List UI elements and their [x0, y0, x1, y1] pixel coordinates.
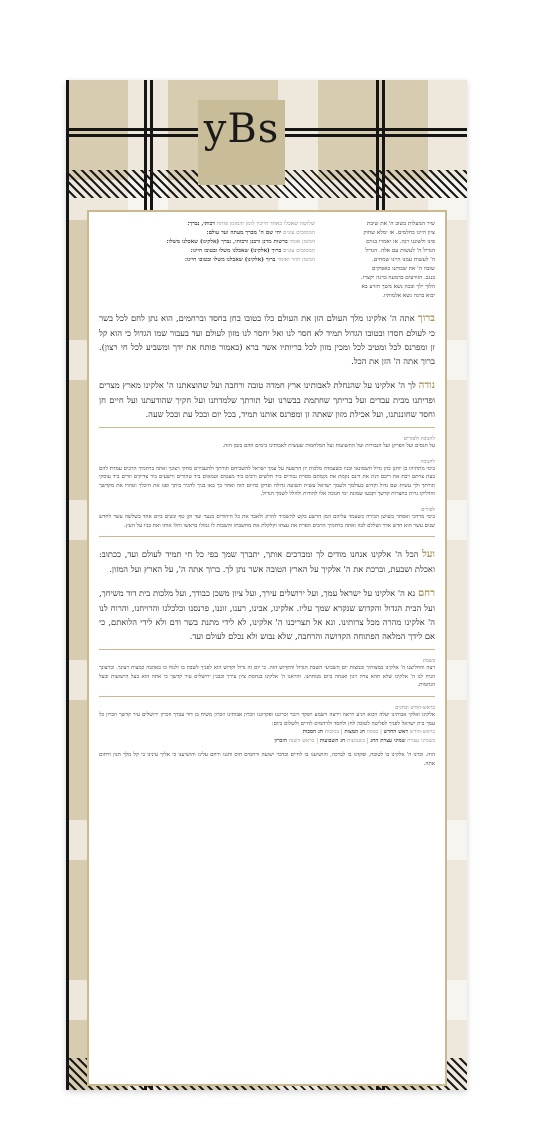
blessing-haaretz: נודה לך ה' אלקינו על שהנחלת לאבותינו ארץ חמדה טובה ורחבה ועל שהוצאתנו ה' אלקינו מארץ מצרים ופדיתנו מבית עבדים ועל בריתך שחתמת בבשרנו ועל תורתך שלמדתנו ועל חקיך שהודעתנו ועל חיים חן וחסד שחוננתנו, ועל אכילת מזון שאתה זן ומפרנס אותנו תמיד, בכל יום ובכל עת ובכל שעה.: [99, 380, 435, 419]
text-line: הלוך ילך ובכה נשא משך הזרע בא: [361, 284, 435, 290]
monogram-box: [198, 100, 285, 185]
divider: [99, 696, 435, 697]
divider: [99, 427, 435, 428]
plaid-stripe: [66, 80, 69, 1090]
divider: [99, 649, 435, 650]
text-line: שיר המעלות בשוב ה' את שיבת: [366, 221, 435, 227]
blessing-veal-hakol: ועל הכל ה' אלקינו אנחנו מודים לך ומברכים אותך, יתברך שמך בפי כל חי תמיד לעולם ועד, ככתוב: ואכלת ושבעת, וברכת את ה' אלקיך על הארץ הטובה אשר נתן לך. ברוך אתה ה', על הארץ ועל המזון.: [99, 549, 435, 575]
opening-section: [99, 220, 435, 301]
blessing-rachem: רחם נא ה' אלקינו על ישראל עמך, ועל ירושלים עירך, ועל ציון משכן כבודך, ועל מלכות בית דוד משיחך, ועל הבית הגדול והקדוש שנקרא שמך עליו. אלקינו, אבינו, רענו, זוננו, פרנסנו וכלכלנו והרויחנו, והרוח לנו ה' אלקינו מהרה מכל צרותינו. ונא אל תצריכנו ה' אלקינו, לא לידי מתנת בשר ודם ולא לידי הלואתם, כי אם לידך המלאה הפתוחה הקדושה והרחבה, שלא נבוש ולא נכלם לעולם ועד.: [99, 588, 436, 642]
plaid-card: [66, 80, 467, 1090]
holiday-list: [99, 728, 435, 746]
zimun-line: המסובים עונים ברוך (אלקינו) שאכלנו משלו ובטובו חיינו:: [190, 248, 315, 254]
text-line: ה' לעשות עמנו היינו שמחים.: [372, 257, 435, 263]
monogram: yBs: [203, 106, 280, 152]
note-label: בשבת: [422, 658, 435, 665]
retzeh-text: רצה והחליצנו ה' אלקינו במצותיך ובמצות יום השביעי השבת הגדול והקדוש הזה. כי יום זה גדול וקדוש הוא לפניך לשבת בו ולנוח בו באהבה כמצות רצונך. וברצונך הניח לנו ה' אלקינו שלא תהא צרה ויגון ואנחה ביום מנוחתנו. והראנו ה' אלקינו בנחמת ציון עירך ובבנין ירושלים עיר קדשך כי אתה הוא בעל הישועות ובעל הנחמות.: [99, 665, 435, 689]
zimun-line: שלושה שאכלו כאחד חייבין לזמן והמזמן פותח רבותי, נברך:: [187, 221, 315, 227]
text-line: ציון היינו כחלמים. אז ימלא שחוק: [363, 230, 435, 236]
chanukah-text: בימי מתתיהו בן יוחנן כהן גדול חשמונאי ובניו כשעמדה מלכות יון הרשעה על עמך ישראל להשכיחם תורתך ולהעבירם מחקי רצונך ואתה ברחמיך הרבים עמדת להם בעת צרתם רבת את ריבם דנת את דינם נקמת את נקמתם מסרת גבורים ביד חלשים ורבים ביד מעטים וטמאים ביד טהורים ורשעים ביד צדיקים וזדים ביד עוסקי תורתך ולך עשית שם גדול וקדוש בעולמך ולעמך ישראל עשית תשועה גדולה ופרקן כהיום הזה ואחר כך באו בניך לדביר ביתך ופנו את היכלך וטהרו את מקדשך והדליקו נרות בחצרות קדשך וקבעו שמונת ימי חנוכה אלו להודות ולהלל לשמך הגדול.: [98, 465, 435, 498]
zimun-line: המזמן אומר ברשות מרנן ורבנן ורבותי, נברך (אלקינו) שאכלנו משלו:: [166, 239, 315, 245]
shir-hamaalot: [325, 220, 435, 301]
yaale-veyavo-text: אלקינו ואלקי אבותינו יעלה ויבוא ויגיע ויראה וירצה וישמע ויפקד ויזכר זכרוננו ופקדוננו וזכרון אבותינו וזכרון משיח בן דוד עבדך וזכרון ירושלים עיר קדשך וזכרון כל עמך בית ישראל לפניך לפליטה לטובה לחן ולחסד ולרחמים לחיים ולשלום ביום:: [99, 711, 435, 727]
bencher-sheet: [87, 210, 447, 1086]
note-label: בראש-חודש ובחגים: [395, 704, 435, 711]
note-label: לפורים: [421, 506, 435, 513]
zimun-line: המזמן חוזר ואומר ברוך (אלקינו) שאכלנו משלו ובטובו חיינו:: [184, 257, 315, 263]
holiday-row: בשמיני עצרת שמיני עצרת החג | בשבועות חג השבועות | בראש השנה הזכרון: [274, 738, 435, 745]
divider: [99, 536, 435, 537]
holiday-row: בראש-חודש ראש החדש | בפסח חג המצות | בסוכות חג הסכות: [302, 729, 435, 736]
zimun: [99, 220, 315, 301]
text-line: פינו ולשוננו רנה. אז יאמרו בגוים: [366, 239, 435, 245]
note-label: לחנוכה ולפורים: [403, 436, 435, 442]
zimun-line: המסובים עונים יהי שם ה' מברך מעתה ועד עולם:: [206, 230, 315, 236]
blessing-hazan: ברוך אתה ה' אלקינו מלך העולם הזן את העולם כלו בטובו בחן בחסד וברחמים, הוא נתן לחם לכל בשר כי לעולם חסדו ובטובו הגדול תמיד לא חסר לנו ואל יחסר לנו מזון לעולם ועד בעבור שמו הגדול כי הוא קל זן ומפרנס לכל ומטיב לכל ומכין מזון לכל בריותיו אשר ברא (כאמור פותח את ידך ומשביע לכל חי רצון). ברוך אתה ה' הזן את הכל.: [99, 313, 435, 366]
al-hanisim-text: על הנסים ועל הפרקן ועל הגבורות ועל התשועות ועל המלחמות שעשית לאבותינו בימים ההם בזמן הזה.: [222, 443, 435, 449]
text-line: שובה ה' את שבותנו כאפיקים: [371, 266, 435, 272]
note-label: לחנוכה: [420, 458, 435, 465]
text-line: בנגב. הזורעים בדמעה ברנה יקצרו.: [361, 275, 435, 281]
text-line: הגדיל ה' לעשות עם אלה. הגדיל: [365, 248, 435, 254]
closing-text: הזה. זכרנו ה' אלקינו בו לטובה, ופקדנו בו לברכה, והושיענו בו לחיים ובדבר ישועה ורחמים חוס וחננו ורחם עלינו והושיענו כי אליך עינינו כי קל מלך חנון ורחום אתה.: [99, 752, 435, 767]
text-line: יבוא ברנה נשא אלמותיו.: [382, 293, 435, 299]
purim-text: בימי מרדכי ואסתר בשושן הבירה כשעמד עליהם המן הרשע בקש להשמיד להרוג ולאבד את כל היהודים מנער ועד זקן טף ונשים ביום אחד בשלשה עשר לחדש שנים עשר הוא חדש אדר ושללם לבוז ואתה ברחמיך הרבים הפרת את עצתו וקלקלת את מחשבתו והשבות לו גמולו בראשו ותלו אותו ואת בניו על העץ.: [99, 513, 435, 529]
